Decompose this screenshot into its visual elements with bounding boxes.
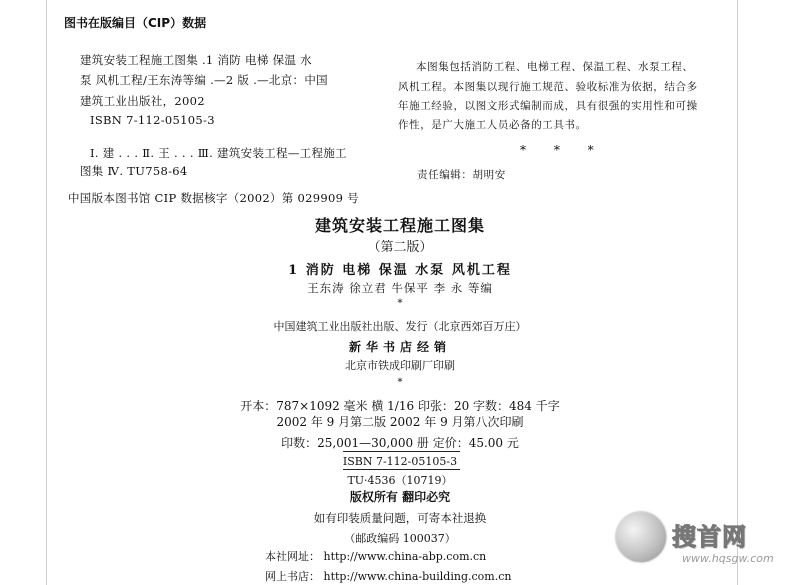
return-notice: 如有印装质量问题，可寄本社退换 [313,511,487,525]
book-edition: （第二版） [367,240,433,255]
divider-star-2: * [397,377,403,388]
copyright-notice: 版权所有 翻印必究 [349,490,451,504]
postcode: （邮政编码 100037） [344,532,456,545]
book-title: 建筑安装工程施工图集 [314,216,485,235]
isbn-rule-top [343,451,460,452]
publisher-line: 中国建筑工业出版社出版、发行（北京西郊百万庄） [273,320,527,333]
responsible-editor: 责任编辑：胡明安 [417,169,506,181]
cip-line-1: 建筑安装工程施工图集 .1 消防 电梯 保温 水 [80,53,312,67]
summary-line-1: 本图集包括消防工程、电梯工程、保温工程、水泵工程、 [416,61,694,73]
cip-verification: 中国版本图书馆 CIP 数据核字（2002）第 029909 号 [68,191,359,205]
print-run-price: 印数：25,001—30,000 册 定价：45.00 元 [281,436,519,450]
summary-line-2: 风机工程。本图集以现行施工规范、验收标准为依据，结合多 [398,81,698,93]
printer-line: 北京市铁成印刷厂印刷 [345,359,455,372]
summary-line-3: 年施工经验，以图文形式编制而成，具有很强的实用性和可操 [398,100,698,112]
distributor-line: 新华书店经销 [348,340,451,354]
book-authors: 王东涛 徐立君 牛保平 李 永 等编 [307,281,493,295]
cip-classification-1: Ⅰ. 建 . . . Ⅱ. 王 . . . Ⅲ. 建筑安装工程—工程施工 [90,146,347,160]
format-specs: 开本：787×1092 毫米 横 1/16 印张：20 字数：484 千字 [240,399,560,413]
isbn-rule-bottom [343,469,460,470]
watermark-logo-icon [616,512,666,562]
book-subtitle: 1 消防 电梯 保温 水泵 风机工程 [288,263,512,278]
divider-star-1: * [397,298,403,309]
edition-dates: 2002 年 9 月第二版 2002 年 9 月第八次印刷 [276,415,524,429]
publisher-website: 本社网址： http://www.china-abp.com.cn [265,550,487,563]
colophon-tu-code: TU·4536（10719） [347,474,453,487]
online-bookstore: 网上书店： http://www.china-building.com.cn [265,570,512,583]
watermark-text: 搜首网 [672,523,747,551]
colophon-isbn: ISBN 7-112-05105-3 [342,455,458,468]
cip-isbn: ISBN 7-112-05105-3 [90,113,215,127]
watermark-url: www.hqsgw.com [682,552,774,565]
cip-classification-2: 图集 Ⅳ. TU758-64 [80,164,188,178]
summary-line-4: 作性，是广大施工人员必备的工具书。 [398,119,587,131]
cip-heading: 图书在版编目（CIP）数据 [64,16,207,30]
summary-stars: * * * [520,143,606,157]
cip-line-2: 泵 风机工程/王东涛等编 .—2 版 .—北京：中国 [80,73,328,87]
cip-line-3: 建筑工业出版社，2002 [80,94,205,108]
